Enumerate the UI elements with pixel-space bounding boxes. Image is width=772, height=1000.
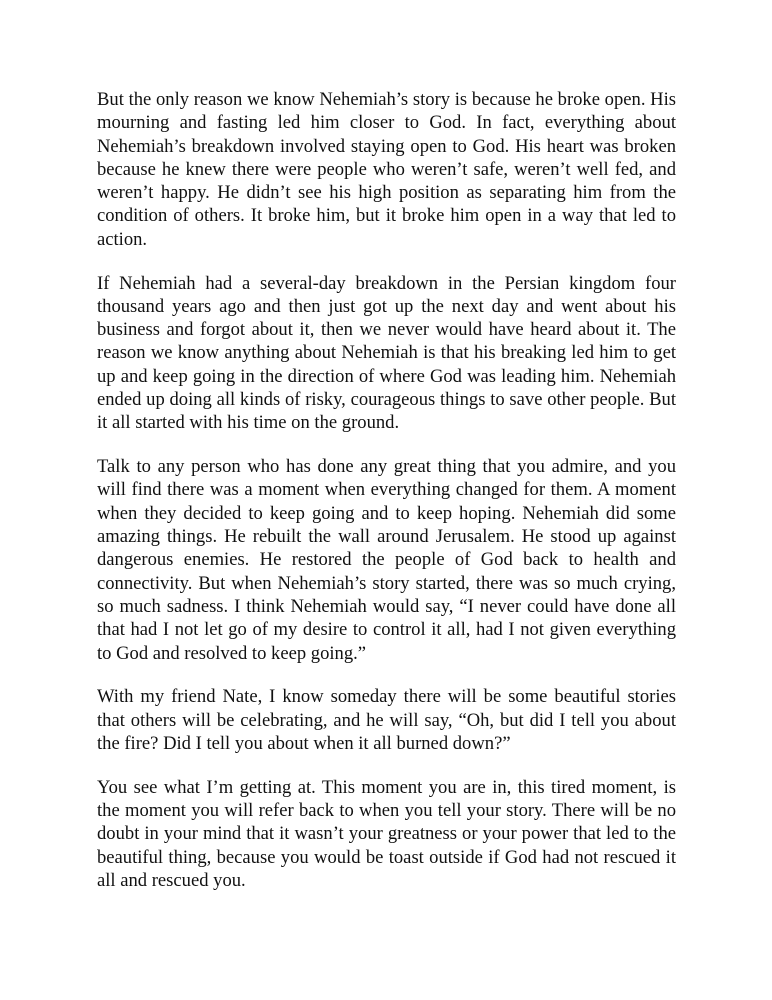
paragraph-4: With my friend Nate, I know someday there will be some beautiful stories that others will be celebrating, and he will say, “Oh, but did I tell you about the fire? Did I tell you about when it all burned down?” <box>97 686 676 754</box>
paragraph-3: Talk to any person who has done any great thing that you admire, and you will find there was a moment when everything changed for them. A moment when they decided to keep going and to keep hoping. Nehemiah did some amazing things. He rebuilt the wall around Jerusalem. He stood up against dangerous enemies. He restored the people of God back to health and connectivity. But when Nehemiah’s story started, there was so much crying, so much sadness. I think Nehemiah would say, “I never could have done all that had I not let go of my desire to control it all, had I not given everything to God and resolved to keep going.” <box>97 456 676 664</box>
paragraph-1: But the only reason we know Nehemiah’s story is because he broke open. His mourning and fasting led him closer to God. In fact, everything about Nehemiah’s breakdown involved staying open to God. His heart was broken because he knew there were people who weren’t safe, weren’t well fed, and weren’t happy. He didn’t see his high position as separating him from the condition of others. It broke him, but it broke him open in a way that led to action. <box>97 89 676 250</box>
body-text <box>97 88 676 913</box>
paragraph-2: If Nehemiah had a several-day breakdown in the Persian kingdom four thousand years ago and then just got up the next day and went about his business and forgot about it, then we never would have heard about it. The reason we know anything about Nehemiah is that his breaking led him to get up and keep going in the direction of where God was leading him. Nehemiah ended up doing all kinds of risky, courageous things to save other people. But it all started with his time on the ground. <box>97 272 676 434</box>
paragraph-5: You see what I’m getting at. This moment you are in, this tired moment, is the moment you will refer back to when you tell your story. There will be no doubt in your mind that it wasn’t your greatness or your power that led to the beautiful thing, because you would be toast outside if God had not rescued it all and rescued you. <box>97 776 676 891</box>
